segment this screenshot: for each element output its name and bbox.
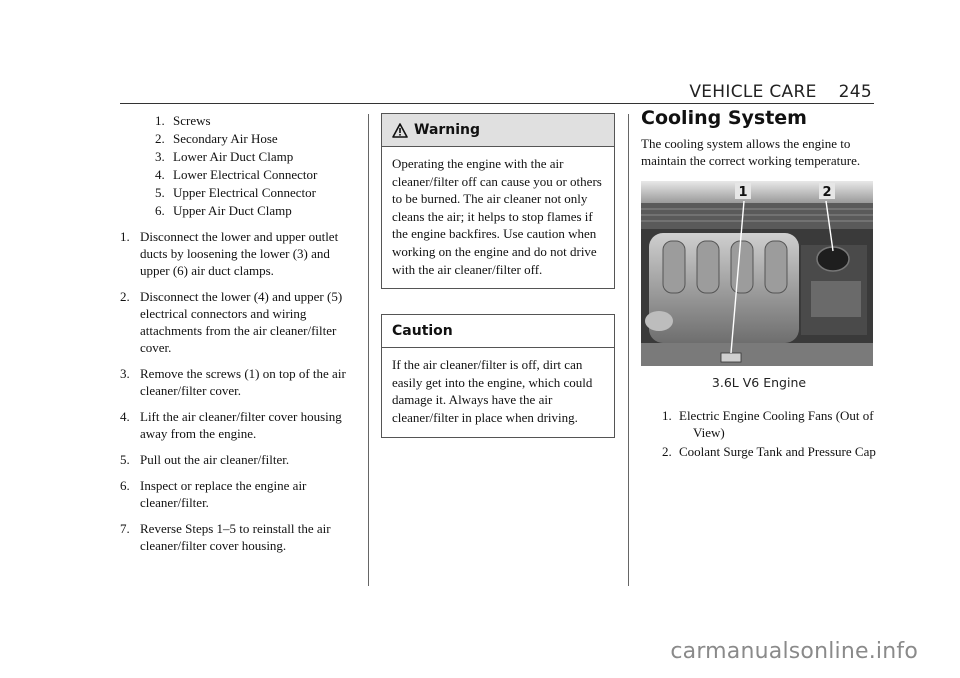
step-item: 3. Remove the screws (1) on top of the air cleaner/filter cover. xyxy=(120,366,346,398)
step-item: 6. Inspect or replace the engine air cleaner/filter. xyxy=(120,478,307,510)
page-number: 245 xyxy=(838,82,872,102)
column-divider xyxy=(628,114,629,586)
caution-text: If the air cleaner/filter is off, dirt can easily get into the engine, which could damage it. Always have the air cleaner/filter in place when driving. xyxy=(392,357,593,425)
warning-title: Warning xyxy=(414,122,481,138)
list-item: 1. Electric Engine Cooling Fans (Out of View) xyxy=(662,408,874,440)
step-item: 5. Pull out the air cleaner/filter. xyxy=(120,452,290,467)
column-right xyxy=(641,107,877,462)
step-item: 2. Disconnect the lower (4) and upper (5) electrical connectors and wiring attachments from the air cleaner/filter cover. xyxy=(120,289,343,355)
step-item: 4. Lift the air cleaner/filter cover housing away from the engine. xyxy=(120,409,342,441)
caution-header xyxy=(382,315,614,348)
procedure-steps xyxy=(120,228,356,554)
section-title: VEHICLE CARE xyxy=(689,82,817,102)
step-item: 7. Reverse Steps 1–5 to reinstall the air cleaner/filter cover housing. xyxy=(120,521,331,553)
warning-header xyxy=(382,114,614,147)
caution-box xyxy=(381,314,615,437)
warning-text: Operating the engine with the air cleaner/filter off can cause you or others to be burned. The air cleaner not only cleans the air; it helps to stop flames if the engine backfires. Use caution when working on the engine and do not drive with the air cleaner/filter off. xyxy=(392,156,602,277)
intro-paragraph: The cooling system allows the engine to maintain the correct working temperature. xyxy=(641,136,861,168)
figure-legend xyxy=(641,407,877,460)
figure-caption: 3.6L V6 Engine xyxy=(711,375,807,390)
callout-2: 2 xyxy=(822,185,832,200)
list-item: 4. Lower Electrical Connector xyxy=(155,167,318,182)
engine-illustration xyxy=(641,181,873,366)
watermark: carmanualsonline.info xyxy=(670,639,918,664)
running-header xyxy=(689,82,872,102)
warning-triangle-icon xyxy=(392,123,408,138)
caution-title: Caution xyxy=(392,323,453,340)
column-left xyxy=(120,112,356,563)
warning-box xyxy=(381,113,615,289)
column-middle xyxy=(381,113,615,463)
step-item: 1. Disconnect the lower and upper outlet ducts by loosening the lower (3) and upper (6) air duct clamps. xyxy=(120,229,339,278)
list-item: 2. Coolant Surge Tank and Pressure Cap xyxy=(662,444,876,459)
engine-photo xyxy=(641,181,873,366)
list-item: 1. Screws xyxy=(155,113,211,128)
list-item: 3. Lower Air Duct Clamp xyxy=(155,149,294,164)
header-rule xyxy=(120,103,874,104)
section-heading: Cooling System xyxy=(641,107,807,129)
callout-1: 1 xyxy=(738,185,748,200)
column-divider xyxy=(368,114,369,586)
list-item: 6. Upper Air Duct Clamp xyxy=(155,203,292,218)
parts-list xyxy=(120,112,356,219)
list-item: 2. Secondary Air Hose xyxy=(155,131,278,146)
list-item: 5. Upper Electrical Connector xyxy=(155,185,316,200)
